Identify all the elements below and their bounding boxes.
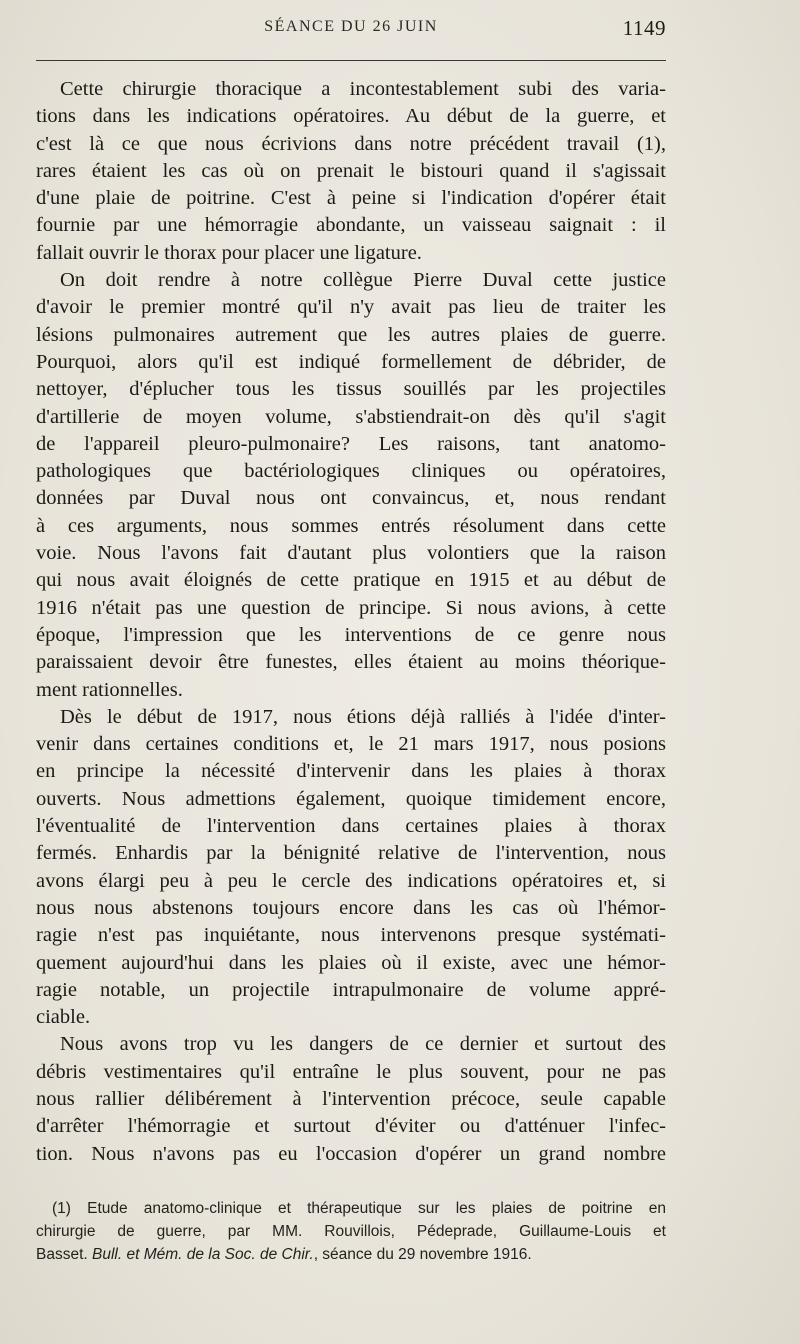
text-line: rares étaient les cas où on prenait le bistouri quand il s'agissait <box>36 159 666 182</box>
text-line: nettoyer, d'éplucher tous les tissus souillés par les projectiles <box>36 378 666 401</box>
text-line: fallait ouvrir le thorax pour placer une ligature. <box>36 241 422 264</box>
text-line: Nous avons trop vu les dangers de ce dernier et surtout des <box>60 1033 666 1056</box>
text-line: pathologiques que bactériologiques cliniques ou opératoires, <box>36 460 666 483</box>
text-line: à ces arguments, nous sommes entrés résolument dans cette <box>36 514 666 537</box>
text-line: 1916 n'était pas une question de principe. Si nous avions, à cette <box>36 596 666 619</box>
footnote-line <box>36 1243 666 1266</box>
text-line: Pourquoi, alors qu'il est indiqué formellement de débrider, de <box>36 350 666 373</box>
text-line: époque, l'impression que les interventions de ce genre nous <box>36 623 666 646</box>
body-text <box>36 76 666 1168</box>
text-line: d'arrêter l'hémorragie et surtout d'éviter ou d'atténuer l'infec- <box>36 1115 666 1138</box>
text-line: paraissaient devoir être funestes, elles étaient au moins théorique- <box>36 651 666 674</box>
text-line: tion. Nous n'avons pas eu l'occasion d'opérer un grand nombre <box>36 1142 666 1165</box>
text-line: nous rallier délibérement à l'intervention précoce, seule capable <box>36 1087 666 1110</box>
page-header <box>36 16 666 46</box>
text-line: avons élargi peu à peu le cercle des indications opératoires et, si <box>36 869 666 892</box>
text-line: d'artillerie de moyen volume, s'abstiendrait-on dès qu'il s'agit <box>36 405 666 428</box>
footnote-date: , séance du 29 novembre 1916. <box>313 1246 532 1263</box>
header-rule <box>36 60 666 61</box>
text-line: ciable. <box>36 1006 91 1029</box>
text-line: données par Duval nous ont convaincus, et, nous rendant <box>36 487 666 510</box>
text-line: qui nous avait éloignés de cette pratique en 1915 et au début de <box>36 569 666 592</box>
text-line: tions dans les indications opératoires. Au début de la guerre, et <box>36 105 666 128</box>
text-line: ragie n'est pas inquiétante, nous intervenons presque systémati- <box>36 924 666 947</box>
text-line: d'une plaie de poitrine. C'est à peine si l'indication d'opérer était <box>36 187 666 210</box>
text-line: en principe la nécessité d'intervenir dans les plaies à thorax <box>36 760 666 783</box>
text-line: l'éventualité de l'intervention dans certaines plaies à thorax <box>36 815 666 838</box>
journal-title: Bull. et Mém. de la Soc. de Chir. <box>92 1246 314 1263</box>
text-line: ouverts. Nous admettions également, quoique timidement encore, <box>36 787 666 810</box>
text-line: Dès le début de 1917, nous étions déjà ralliés à l'idée d'inter- <box>60 705 666 728</box>
text-line: lésions pulmonaires autrement que les autres plaies de guerre. <box>36 323 666 346</box>
text-line: Cette chirurgie thoracique a incontestablement subi des varia- <box>60 78 666 100</box>
text-line: débris vestimentaires qu'il entraîne le plus souvent, pour ne pas <box>36 1060 666 1083</box>
text-line: de l'appareil pleuro-pulmonaire? Les raisons, tant anatomo- <box>36 432 666 455</box>
text-line: venir dans certaines conditions et, le 21 mars 1917, nous posions <box>36 733 666 756</box>
footnote-line: (1) Etude anatomo-clinique et thérapeutique sur les plaies de poitrine en <box>52 1200 666 1217</box>
footnote-line: chirurgie de guerre, par MM. Rouvillois, Pédeprade, Guillaume-Louis et <box>36 1223 666 1240</box>
text-line: quement aujourd'hui dans les plaies où il existe, avec une hémor- <box>36 951 666 974</box>
footnote-authors-tail: Basset. <box>36 1246 92 1263</box>
footnote <box>36 1197 666 1266</box>
text-line: d'avoir le premier montré qu'il n'y avait pas lieu de traiter les <box>36 296 666 319</box>
text-line: voie. Nous l'avons fait d'autant plus volontiers que la raison <box>36 542 666 565</box>
text-line: ment rationnelles. <box>36 678 183 701</box>
page-number: 1149 <box>622 16 666 40</box>
text-line: c'est là ce que nous écrivions dans notre précédent travail (1), <box>36 132 666 155</box>
text-line: On doit rendre à notre collègue Pierre Duval cette justice <box>60 269 666 292</box>
text-line: nous nous abstenons toujours encore dans les cas où l'hémor- <box>36 896 666 919</box>
text-line: ragie notable, un projectile intrapulmonaire de volume appré- <box>36 978 666 1001</box>
text-line: fermés. Enhardis par la bénignité relative de l'intervention, nous <box>36 842 666 865</box>
running-title: SÉANCE DU 26 JUIN <box>264 18 438 35</box>
text-line: fournie par une hémorragie abondante, un vaisseau saignait : il <box>36 214 666 237</box>
